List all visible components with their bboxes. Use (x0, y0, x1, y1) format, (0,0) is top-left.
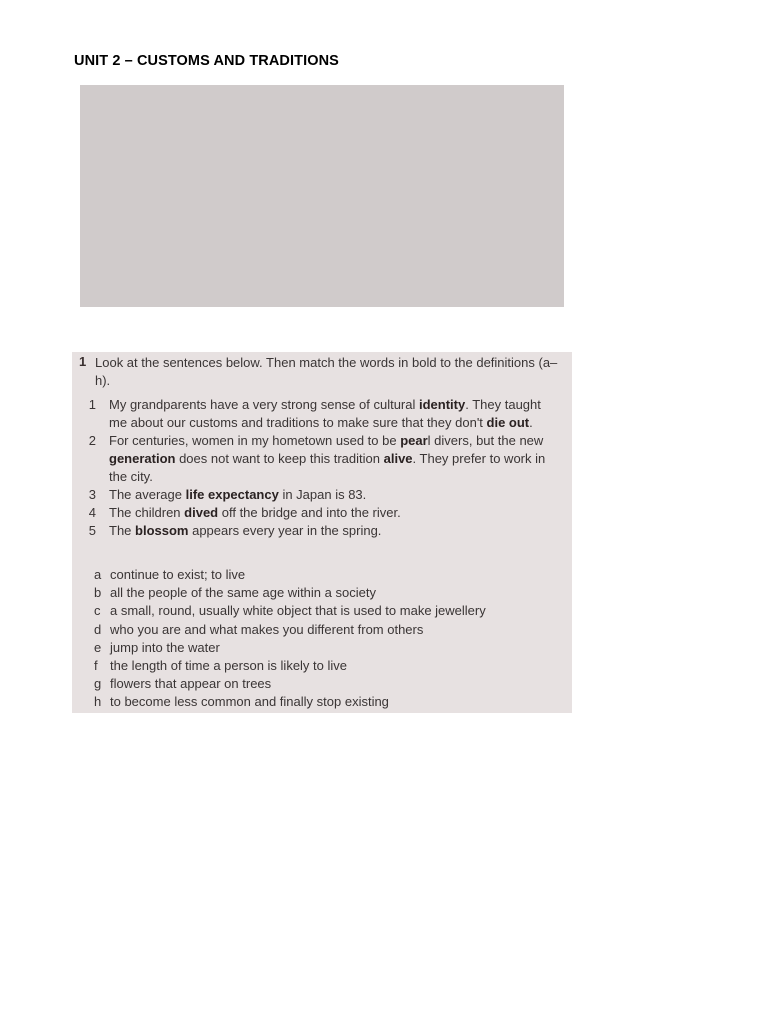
definition-item (94, 639, 564, 657)
page-title: UNIT 2 – CUSTOMS AND TRADITIONS (74, 53, 339, 69)
definition-text: the length of time a person is likely to live (110, 658, 348, 674)
panel-edge-line (80, 85, 564, 307)
definition-item (94, 584, 564, 602)
exercise-instruction: Look at the sentences below. Then match the words in bold to the definitions (a–h). (95, 355, 558, 388)
sentence-text: l divers, but the new (427, 433, 544, 448)
exercise-number: 1 (79, 354, 87, 369)
sentence-item (82, 396, 562, 432)
sentence-text: The average (109, 487, 186, 502)
exercise-panel (72, 352, 572, 713)
definition-letter: c (94, 603, 101, 619)
definition-item (94, 657, 564, 675)
sentence-item (82, 432, 562, 486)
sentence-text: appears every year in the spring. (188, 523, 382, 538)
definition-letter: b (94, 585, 102, 601)
bold-keyword: identity (419, 397, 466, 412)
sentence-number: 4 (88, 505, 96, 520)
sentence-item (82, 486, 562, 504)
sentence-text: The (109, 523, 136, 538)
definition-letter: e (94, 639, 102, 655)
sentence-number: 5 (88, 523, 96, 538)
definition-item (94, 602, 564, 620)
bold-keyword: life expectancy (185, 487, 279, 502)
definition-letter: h (94, 694, 102, 710)
bold-keyword: pear (400, 433, 428, 448)
sentence-text: . (529, 415, 533, 430)
sentence-item (82, 504, 562, 522)
bold-keyword: blossom (135, 523, 189, 538)
bold-keyword: generation (109, 451, 176, 466)
definition-letter: a (94, 567, 102, 582)
definition-list (94, 566, 564, 712)
definition-item (94, 621, 564, 639)
definition-text: all the people of the same age within a society (110, 585, 376, 601)
definition-item (94, 693, 564, 711)
sentence-text: does not want to keep this tradition (175, 451, 384, 466)
sentence-text: . They prefer to work in the city. (109, 451, 546, 484)
sentence-number: 1 (88, 397, 96, 412)
definition-text: who you are and what makes you different from others (110, 621, 424, 637)
definition-letter: g (94, 676, 102, 692)
sentence-number: 3 (88, 487, 96, 502)
definition-text: to become less common and finally stop existing (110, 694, 389, 710)
definition-text: flowers that appear on trees (110, 676, 272, 692)
sentence-text: My grandparents have a very strong sense of cultural (109, 397, 419, 412)
sentence-number: 2 (88, 433, 96, 448)
sentence-text: The children (109, 505, 185, 520)
sentence-item (82, 522, 562, 540)
sentence-text: in Japan is 83. (278, 487, 367, 502)
definition-text: jump into the water (110, 639, 220, 655)
sentence-text: For centuries, women in my hometown used to be (109, 433, 401, 448)
definition-text: continue to exist; to live (110, 567, 246, 582)
bold-keyword: die out (486, 415, 530, 430)
definition-item (94, 566, 564, 584)
definition-text: a small, round, usually white object that is used to make jewellery (110, 603, 486, 619)
bold-keyword: dived (184, 505, 219, 520)
definition-letter: d (94, 621, 102, 637)
definition-item (94, 675, 564, 693)
sentence-text: off the bridge and into the river. (218, 505, 401, 520)
bold-keyword: alive (383, 451, 413, 466)
definition-letter: f (94, 658, 98, 674)
sentence-text: . They taught me about our customs and traditions to make sure that they don't (109, 397, 541, 430)
sentence-list (82, 396, 562, 540)
